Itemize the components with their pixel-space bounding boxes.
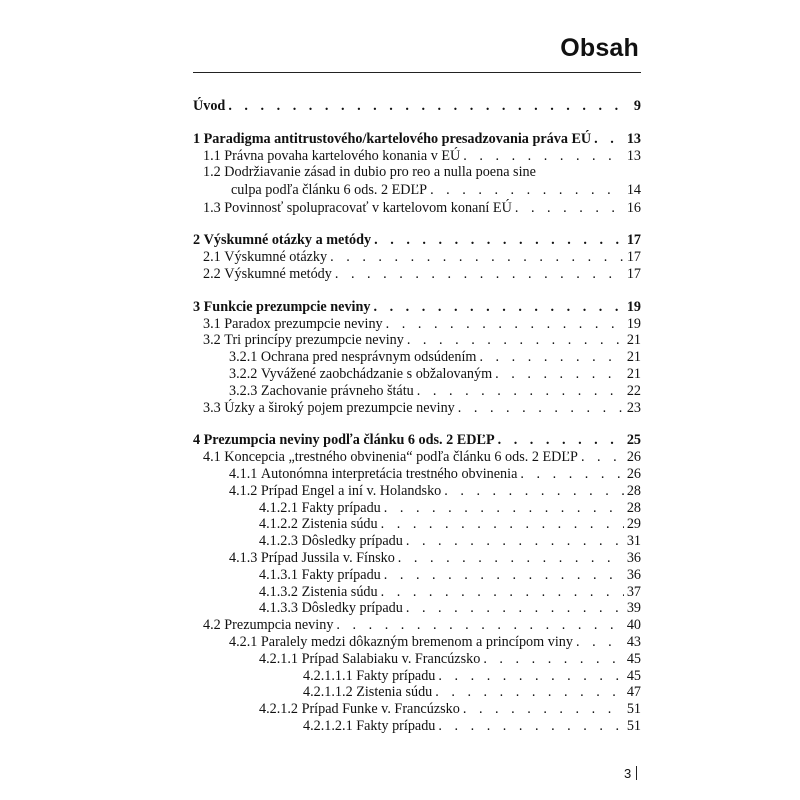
toc-entry-4-2-1[interactable] [193,634,641,651]
toc-entry-number: 4.2.1.2.1 [303,717,353,734]
toc-entry-page: 26 [626,465,641,482]
toc-entry-number: 3.2.3 [229,382,258,399]
toc-entry-title: Prípad Jussila v. Fínsko [260,549,395,566]
toc-entry-4-2-1-2-1[interactable] [193,718,641,735]
toc-entry-number: 4.1.3.3 [259,600,299,617]
toc-entry-3-2-2[interactable] [193,366,641,383]
dot-leader [581,449,624,466]
dot-leader [336,617,623,634]
toc-chapter-3[interactable] [193,299,641,316]
toc-entry-title: Autonómna interpretácia trestného obvinenia [260,465,518,482]
toc-entry-page: 43 [626,633,641,650]
toc-entry-number: 1.1 [203,147,221,164]
title-divider [193,72,641,73]
toc-chapter-4[interactable] [193,432,641,449]
toc-entry-page: 31 [626,533,641,550]
toc-entry-title: Dodržiavanie zásad in dubio pro reo a nulla poena sine [224,164,536,181]
toc-entry-2-1[interactable] [193,249,641,266]
toc-entry-number: 4.2.1.2 [259,701,299,718]
toc-entry-title: Prípad Engel a iní v. Holandsko [260,482,442,499]
dot-leader [373,299,623,316]
toc-entry-number: 4.1.1 [229,465,258,482]
dot-leader [463,148,624,165]
dot-leader [444,483,624,500]
dot-leader [594,131,624,148]
toc-entry-title: Úvod [193,98,226,114]
toc-entry-number: 4.2 [203,617,221,634]
toc-entry-number: 3.1 [203,315,221,332]
toc-entry-page: 45 [626,667,641,684]
toc-entry-1-2-continued[interactable] [193,182,641,200]
toc-entry-title: Prípad Salabiaku v. Francúzsko [301,650,481,667]
toc-entry-number: 4.2.1 [229,633,258,650]
toc-entry-number: 4.1.2.2 [259,516,299,533]
toc-entry-4-1-3-2[interactable] [193,584,641,601]
toc-entry-page: 39 [626,600,641,617]
toc-entry-number: 2.1 [203,249,221,266]
toc-entry-3-2-1[interactable] [193,349,641,366]
toc-entry-3-3[interactable] [193,400,641,417]
toc-entry-page: 28 [626,499,641,516]
dot-leader [228,98,624,115]
dot-leader [483,651,624,668]
toc-entry-page: 13 [626,130,641,147]
toc-entry-page: 51 [626,701,641,718]
toc-entry-title: Zachovanie právneho štátu [260,382,414,399]
toc-entry-number: 1.2 [203,164,221,181]
toc-entry-title-continuation: culpa podľa článku 6 ods. 2 EDĽP [231,181,428,198]
toc-entry-page: 37 [626,583,641,600]
toc-entry-number: 4.1.3.1 [259,566,299,583]
toc-entry-page: 51 [626,717,641,734]
toc-entry-page: 28 [626,482,641,499]
toc-entry-title: Paralely medzi dôkazným bremenom a princípom viny [260,633,573,650]
toc-entry-title: Prezumpcia neviny [224,617,334,634]
toc-entry-page: 45 [626,650,641,667]
toc-entry-page: 47 [626,684,641,701]
dot-leader [406,533,624,550]
dot-leader [384,500,624,517]
page-number: 3 [624,766,632,781]
toc-entry-4-1-2-1[interactable] [193,500,641,517]
toc-entry-number: 4.2.1.1.1 [303,667,353,684]
toc-entry-4-2-1-1-2[interactable] [193,684,641,701]
toc-entry-number: 4.1 [203,449,221,466]
toc-entry-page: 26 [626,449,641,466]
dot-leader [381,584,624,601]
toc-entry-4-1-3-3[interactable] [193,600,641,617]
toc-entry-title: Úzky a široký pojem prezumpcie neviny [224,399,455,416]
toc-entry-number: 4.2.1.1 [259,650,299,667]
toc-entry-title: Paradigma antitrustového/kartelového presadzovania práva EÚ [203,130,592,147]
toc-entry-number: 3.3 [203,399,221,416]
dot-leader [384,567,624,584]
toc-entry-title: Fakty prípadu [301,566,381,583]
toc-entry-4-1-3[interactable] [193,550,641,567]
dot-leader [435,684,624,701]
toc-entry-title: Zistenia súdu [301,516,378,533]
toc-entry-title: Prípad Funke v. Francúzsko [301,701,460,718]
footer-divider [636,766,637,780]
table-of-contents [193,98,641,735]
toc-entry-number: 3.2.1 [229,349,258,366]
page-footer [624,766,637,781]
toc-entry-title: Fakty prípadu [356,667,436,684]
dot-leader [374,232,624,249]
toc-entry-title: Povinnosť spolupracovať v kartelovom konaní EÚ [224,199,512,216]
toc-entry-page: 17 [626,265,641,282]
dot-leader [407,332,624,349]
dot-leader [438,668,623,685]
toc-chapter-1[interactable] [193,131,641,148]
toc-entry-page: 29 [626,516,641,533]
toc-entry-page: 19 [626,315,641,332]
toc-entry-title: Prezumpcia neviny podľa článku 6 ods. 2 EDĽP [203,432,495,449]
toc-entry-page: 21 [626,332,641,349]
toc-entry-page: 21 [626,365,641,382]
dot-leader [406,600,624,617]
dot-leader [386,316,624,333]
toc-entry-4-1-2-2[interactable] [193,516,641,533]
toc-entry-page: 16 [626,199,641,216]
toc-entry-title: Výskumné otázky [224,249,328,266]
dot-leader [381,516,624,533]
toc-entry-page: 9 [633,98,641,114]
toc-entry-page: 23 [626,399,641,416]
dot-leader [335,266,624,283]
toc-entry-number: 4 [193,432,201,449]
toc-entry-title: Výskumné otázky a metódy [203,232,372,249]
toc-entry-page: 22 [626,382,641,399]
toc-entry-4-2-1-1[interactable] [193,651,641,668]
toc-entry-number: 3.2 [203,332,221,349]
toc-entry-title: Dôsledky prípadu [301,600,403,617]
dot-leader [576,634,624,651]
toc-entry-1-1[interactable] [193,148,641,165]
dot-leader [438,718,623,735]
toc-entry-number: 3 [193,298,201,315]
toc-entry-title: Fakty prípadu [301,499,381,516]
toc-entry-page: 36 [626,566,641,583]
toc-entry-1-2[interactable] [193,164,641,182]
toc-entry-title: Zistenia súdu [356,684,433,701]
toc-entry-page: 36 [626,549,641,566]
toc-entry-title: Právna povaha kartelového konania v EÚ [224,147,461,164]
page-title: Obsah [560,34,639,62]
toc-entry-3-2[interactable] [193,332,641,349]
toc-entry-title: Dôsledky prípadu [301,533,403,550]
toc-entry-page: 14 [626,181,641,198]
toc-entry-4-2[interactable] [193,617,641,634]
toc-entry-title: Ochrana pred nesprávnym odsúdením [260,349,477,366]
toc-chapter-2[interactable] [193,232,641,249]
toc-entry-number: 4.1.2.3 [259,533,299,550]
toc-entry-4-1-1[interactable] [193,466,641,483]
toc-entry-number: 2.2 [203,265,221,282]
toc-entry-page: 19 [626,298,641,315]
toc-entry-title: Koncepcia „trestného obvinenia“ podľa článku 6 ods. 2 EDĽP [224,449,578,466]
toc-entry-uvod[interactable] [193,98,641,115]
toc-entry-title: Funkcie prezumpcie neviny [203,298,371,315]
toc-entry-title: Paradox prezumpcie neviny [224,315,383,332]
toc-entry-4-1-2-3[interactable] [193,533,641,550]
toc-entry-1-3[interactable] [193,200,641,217]
toc-entry-number: 1 [193,130,201,147]
toc-entry-title: Fakty prípadu [356,717,436,734]
toc-entry-page: 17 [626,232,641,249]
toc-entry-number: 4.1.3 [229,549,258,566]
toc-entry-3-2-3[interactable] [193,383,641,400]
toc-entry-page: 21 [626,349,641,366]
toc-entry-page: 17 [626,249,641,266]
dot-leader [463,701,624,718]
toc-entry-number: 1.3 [203,199,221,216]
dot-leader [515,200,624,217]
dot-leader [495,366,624,383]
toc-entry-number: 4.2.1.1.2 [303,684,353,701]
toc-entry-page: 25 [626,432,641,449]
dot-leader [330,249,624,266]
dot-leader [498,432,624,449]
toc-entry-4-2-1-1-1[interactable] [193,668,641,685]
toc-entry-3-1[interactable] [193,316,641,333]
dot-leader [479,349,623,366]
toc-entry-4-1-3-1[interactable] [193,567,641,584]
toc-entry-2-2[interactable] [193,266,641,283]
toc-entry-4-1[interactable] [193,449,641,466]
toc-entry-title: Zistenia súdu [301,583,378,600]
toc-entry-number: 4.1.2.1 [259,499,299,516]
dot-leader [458,400,624,417]
dot-leader [430,182,624,200]
toc-entry-title: Výskumné metódy [224,265,332,282]
toc-entry-number: 2 [193,232,201,249]
toc-entry-4-2-1-2[interactable] [193,701,641,718]
toc-entry-number: 4.1.2 [229,482,258,499]
toc-entry-number: 3.2.2 [229,365,258,382]
toc-entry-number: 4.1.3.2 [259,583,299,600]
dot-leader [417,383,624,400]
toc-entry-title: Vyvážené zaobchádzanie s obžalovaným [260,365,493,382]
toc-entry-4-1-2[interactable] [193,483,641,500]
dot-leader [520,466,623,483]
toc-entry-page: 40 [626,617,641,634]
dot-leader [398,550,624,567]
toc-entry-page: 13 [626,147,641,164]
toc-entry-title: Tri princípy prezumpcie neviny [224,332,404,349]
